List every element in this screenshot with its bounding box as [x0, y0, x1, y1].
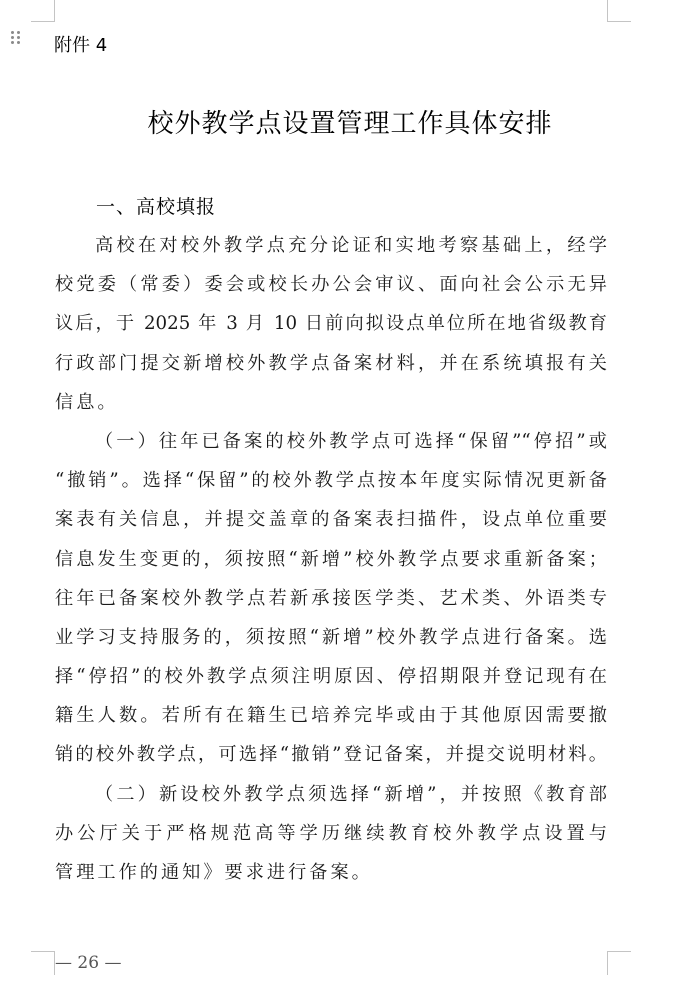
- crop-mark-bottom-right-horizontal: [607, 951, 631, 952]
- crop-mark-top-right-horizontal: [607, 21, 631, 22]
- body-line: （二）新设校外教学点须选择“新增”，并按照《教育部: [95, 783, 607, 805]
- body-line: 往年已备案校外教学点若新承接医学类、艺术类、外语类专: [55, 587, 607, 609]
- drag-dot: [11, 36, 14, 39]
- drag-dot: [11, 31, 14, 34]
- body-line: 信息。: [55, 391, 119, 413]
- section-heading: 一、高校填报: [96, 196, 217, 218]
- drag-dot: [17, 41, 20, 44]
- body-line: 管理工作的通知》要求进行备案。: [55, 862, 373, 883]
- body-line: 案表有关信息，并提交盖章的备案表扫描件，设点单位重要: [55, 509, 607, 531]
- drag-dot: [17, 31, 20, 34]
- page-number: — 26 —: [55, 953, 122, 973]
- body-line: （一）往年已备案的校外教学点可选择“保留”“停招”或: [95, 430, 607, 452]
- crop-mark-top-left-horizontal: [31, 21, 55, 22]
- body-line: 议后，于 2025 年 3 月 10 日前向拟设点单位所在地省级教育: [55, 313, 607, 335]
- crop-mark-bottom-left-horizontal: [31, 951, 55, 952]
- attachment-label: 附件 4: [54, 35, 108, 56]
- body-line: 信息发生变更的，须按照“新增”校外教学点要求重新备案；: [55, 548, 607, 570]
- body-line: 高校在对校外教学点充分论证和实地考察基础上，经学: [95, 235, 607, 256]
- drag-dot: [17, 36, 20, 39]
- body-line: “撤销”。选择“保留”的校外教学点按本年度实际情况更新备: [55, 470, 607, 492]
- page-title: 校外教学点设置管理工作具体安排: [147, 109, 553, 139]
- crop-mark-top-left-vertical: [54, 0, 55, 22]
- body-line: 择“停招”的校外教学点须注明原因、停招期限并登记现有在: [55, 666, 607, 688]
- crop-mark-bottom-right-vertical: [607, 951, 608, 975]
- document-body: [55, 226, 607, 892]
- crop-mark-top-right-vertical: [607, 0, 608, 22]
- body-line: 办公厅关于严格规范高等学历继续教育校外教学点设置与: [55, 822, 607, 844]
- body-line: 籍生人数。若所有在籍生已培养完毕或由于其他原因需要撤: [55, 705, 607, 727]
- drag-dot: [11, 41, 14, 44]
- drag-handle-icon[interactable]: [11, 31, 21, 47]
- body-line: 行政部门提交新增校外教学点备案材料，并在系统填报有关: [55, 352, 607, 374]
- body-line: 销的校外教学点，可选择“撤销”登记备案，并提交说明材料。: [55, 744, 607, 766]
- body-line: 业学习支持服务的，须按照“新增”校外教学点进行备案。选: [55, 626, 607, 648]
- body-line: 校党委（常委）委会或校长办公会审议、面向社会公示无异: [55, 274, 607, 296]
